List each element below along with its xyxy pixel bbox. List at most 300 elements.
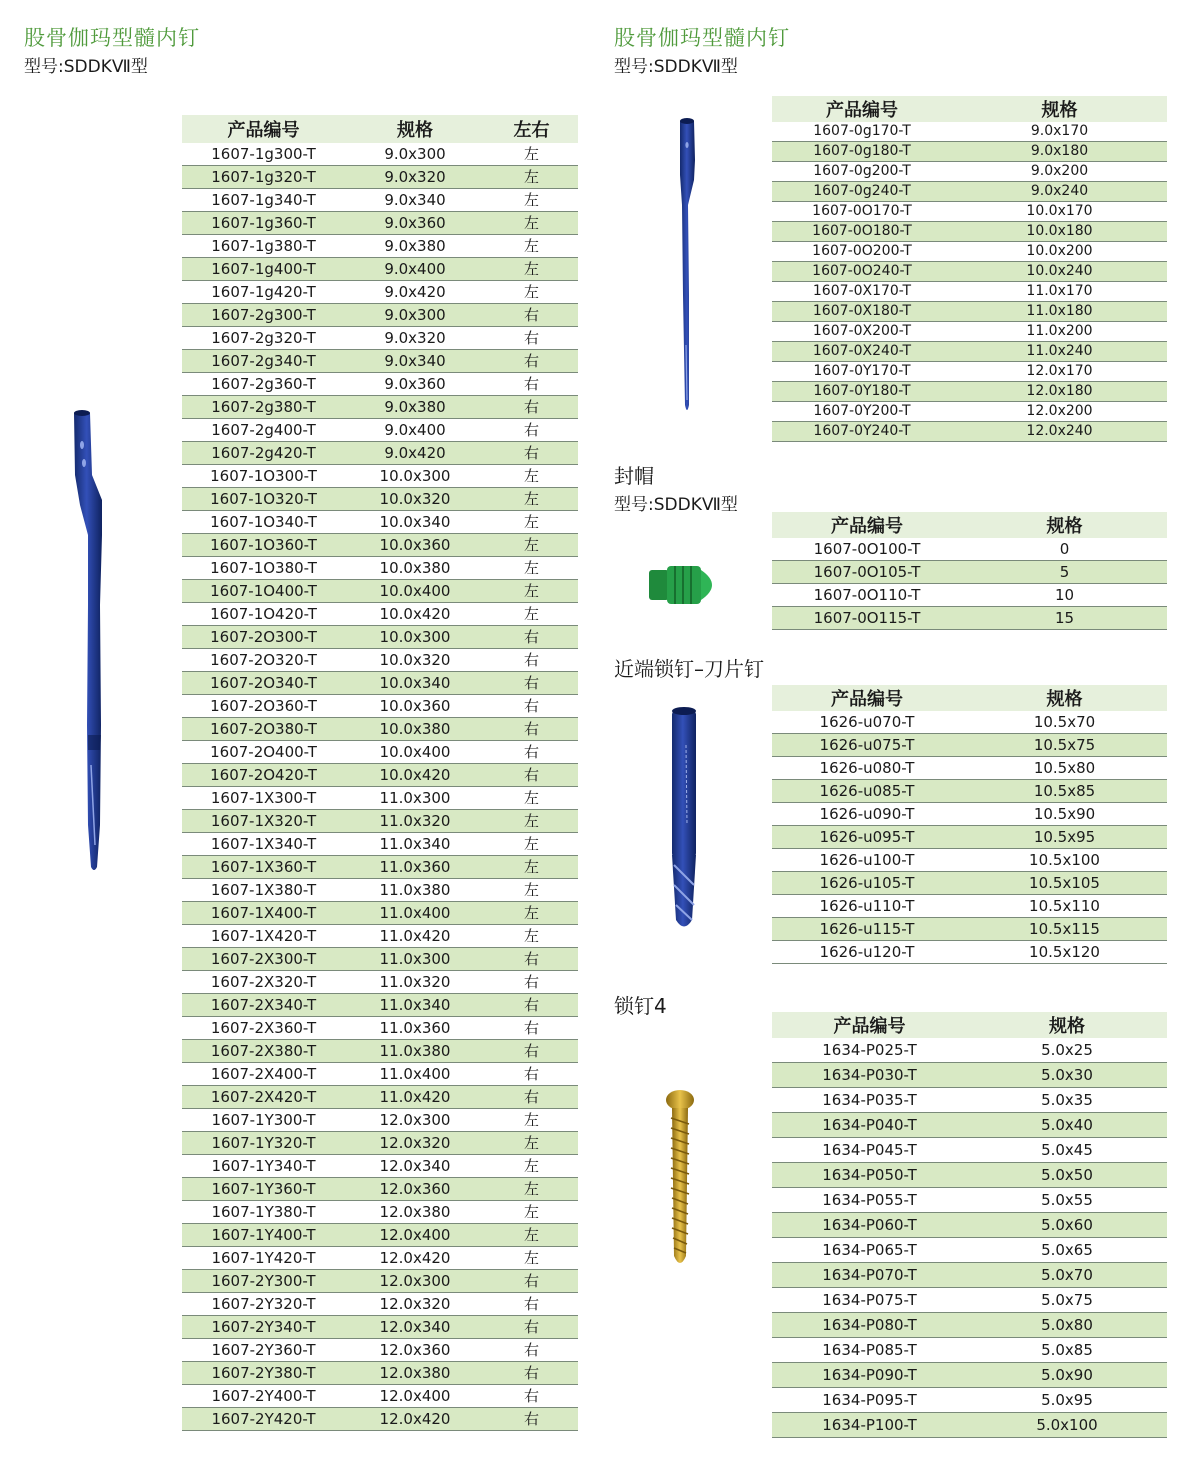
cell-code: 1634-P050-T <box>772 1163 967 1188</box>
cell-spec: 10.0x300 <box>345 626 485 649</box>
table-row <box>772 362 1167 382</box>
table-row <box>772 1163 1167 1188</box>
cell-code: 1607-2g420-T <box>182 442 345 465</box>
table-row <box>772 1113 1167 1138</box>
table-row <box>182 1063 578 1086</box>
cell-code: 1607-2Y360-T <box>182 1339 345 1362</box>
screw-title: 锁钉4 <box>614 994 667 1018</box>
cell-spec: 11.0x340 <box>345 833 485 856</box>
table-row <box>772 1388 1167 1413</box>
cell-spec: 5.0x25 <box>967 1038 1167 1063</box>
cell-code: 1607-0X170-T <box>772 282 952 302</box>
col-header-spec: 规格 <box>967 1012 1167 1038</box>
cell-side: 左 <box>485 1132 578 1155</box>
cell-side: 右 <box>485 442 578 465</box>
cell-code: 1626-u090-T <box>772 803 962 826</box>
cell-spec: 10.5x105 <box>962 872 1167 895</box>
cell-code: 1607-2g360-T <box>182 373 345 396</box>
table-row <box>182 1178 578 1201</box>
cell-code: 1607-1Y300-T <box>182 1109 345 1132</box>
cell-spec: 10.0x360 <box>345 695 485 718</box>
cell-spec: 5.0x50 <box>967 1163 1167 1188</box>
cell-spec: 5.0x40 <box>967 1113 1167 1138</box>
table-row <box>182 442 578 465</box>
cell-code: 1607-1O300-T <box>182 465 345 488</box>
table-row <box>772 222 1167 242</box>
table-row <box>772 402 1167 422</box>
cell-side: 右 <box>485 1086 578 1109</box>
cell-code: 1626-u070-T <box>772 711 962 734</box>
cell-spec: 5.0x60 <box>967 1213 1167 1238</box>
cell-spec: 5.0x35 <box>967 1088 1167 1113</box>
cell-side: 左 <box>485 143 578 166</box>
table-row <box>182 1017 578 1040</box>
table-row <box>182 212 578 235</box>
cell-spec: 10.0x420 <box>345 603 485 626</box>
cell-spec: 10.0x300 <box>345 465 485 488</box>
table-row <box>182 1132 578 1155</box>
cell-code: 1607-2X400-T <box>182 1063 345 1086</box>
cell-code: 1607-0O100-T <box>772 538 962 561</box>
cell-code: 1607-2Y340-T <box>182 1316 345 1339</box>
cell-code: 1607-0X180-T <box>772 302 952 322</box>
table-row <box>182 189 578 212</box>
table-row <box>772 895 1167 918</box>
cell-spec: 10.5x100 <box>962 849 1167 872</box>
table-row <box>182 1270 578 1293</box>
cell-code: 1607-0O180-T <box>772 222 952 242</box>
cell-code: 1607-1X300-T <box>182 787 345 810</box>
cell-side: 右 <box>485 994 578 1017</box>
cell-spec: 12.0x180 <box>952 382 1167 402</box>
cell-side: 右 <box>485 1040 578 1063</box>
cell-spec: 9.0x180 <box>952 142 1167 162</box>
cell-code: 1607-2Y400-T <box>182 1385 345 1408</box>
table-row <box>182 1109 578 1132</box>
cell-code: 1607-1O420-T <box>182 603 345 626</box>
cell-code: 1607-0O240-T <box>772 262 952 282</box>
cell-spec: 11.0x380 <box>345 879 485 902</box>
table-row <box>182 258 578 281</box>
cell-code: 1634-P025-T <box>772 1038 967 1063</box>
table-row <box>772 711 1167 734</box>
cell-side: 右 <box>485 649 578 672</box>
cell-code: 1607-2Y380-T <box>182 1362 345 1385</box>
cell-side: 左 <box>485 1224 578 1247</box>
table-row <box>772 538 1167 561</box>
cell-code: 1626-u115-T <box>772 918 962 941</box>
blade-screw-image <box>662 705 707 935</box>
cell-code: 1626-u080-T <box>772 757 962 780</box>
table-row <box>182 327 578 350</box>
table-row <box>772 803 1167 826</box>
cell-code: 1634-P055-T <box>772 1188 967 1213</box>
cap-title: 封帽 <box>614 464 654 488</box>
cell-side: 左 <box>485 511 578 534</box>
short-nail-image <box>668 115 708 420</box>
cell-spec: 10.0x200 <box>952 242 1167 262</box>
cell-side: 左 <box>485 1247 578 1270</box>
cell-side: 右 <box>485 419 578 442</box>
cell-code: 1607-2g380-T <box>182 396 345 419</box>
col-header-code: 产品编号 <box>772 685 962 711</box>
table-row <box>182 488 578 511</box>
left-title: 股骨伽玛型髓内钉 <box>24 26 200 50</box>
table-row <box>772 422 1167 442</box>
cell-code: 1607-1Y340-T <box>182 1155 345 1178</box>
cell-spec: 9.0x420 <box>345 281 485 304</box>
cell-side: 左 <box>485 235 578 258</box>
cell-code: 1607-2g320-T <box>182 327 345 350</box>
col-header-code: 产品编号 <box>772 96 952 122</box>
cell-spec: 11.0x400 <box>345 902 485 925</box>
cell-code: 1634-P085-T <box>772 1338 967 1363</box>
cell-spec: 10.0x420 <box>345 764 485 787</box>
cell-code: 1607-2X420-T <box>182 1086 345 1109</box>
cell-code: 1607-2Y420-T <box>182 1408 345 1431</box>
table-row <box>772 561 1167 584</box>
blade-table <box>772 685 1167 964</box>
cell-spec: 11.0x320 <box>345 810 485 833</box>
table-row <box>772 1313 1167 1338</box>
cell-code: 1607-1Y420-T <box>182 1247 345 1270</box>
cell-side: 左 <box>485 212 578 235</box>
cell-side: 左 <box>485 603 578 626</box>
cell-code: 1607-0O170-T <box>772 202 952 222</box>
table-row <box>182 925 578 948</box>
table-row <box>182 787 578 810</box>
cell-spec: 10.0x400 <box>345 741 485 764</box>
table-row <box>182 672 578 695</box>
cell-spec: 12.0x300 <box>345 1109 485 1132</box>
cell-code: 1607-1g300-T <box>182 143 345 166</box>
table-row <box>772 607 1167 630</box>
cell-code: 1607-2O380-T <box>182 718 345 741</box>
cell-code: 1634-P040-T <box>772 1113 967 1138</box>
cell-code: 1607-0g170-T <box>772 122 952 142</box>
table-row <box>772 322 1167 342</box>
cell-spec: 10.5x70 <box>962 711 1167 734</box>
cell-side: 右 <box>485 1270 578 1293</box>
cell-code: 1607-1g340-T <box>182 189 345 212</box>
table-row <box>182 833 578 856</box>
table-row <box>182 557 578 580</box>
cell-side: 右 <box>485 1316 578 1339</box>
table-row <box>182 971 578 994</box>
cell-spec: 5.0x45 <box>967 1138 1167 1163</box>
table-row <box>772 1188 1167 1213</box>
table-row <box>772 1338 1167 1363</box>
table-row <box>182 902 578 925</box>
table-row <box>772 1213 1167 1238</box>
end-cap-image <box>645 560 725 610</box>
table-row <box>182 718 578 741</box>
cell-spec: 10.0x340 <box>345 672 485 695</box>
cell-spec: 9.0x320 <box>345 327 485 350</box>
cell-code: 1607-0O200-T <box>772 242 952 262</box>
cell-code: 1634-P035-T <box>772 1088 967 1113</box>
cell-code: 1607-0g240-T <box>772 182 952 202</box>
cell-code: 1607-1O360-T <box>182 534 345 557</box>
cell-code: 1634-P060-T <box>772 1213 967 1238</box>
cell-side: 右 <box>485 1339 578 1362</box>
cell-spec: 12.0x380 <box>345 1362 485 1385</box>
table-row <box>182 649 578 672</box>
cell-spec: 5.0x80 <box>967 1313 1167 1338</box>
cell-code: 1607-0g180-T <box>772 142 952 162</box>
cell-side: 左 <box>485 557 578 580</box>
cell-code: 1607-2Y320-T <box>182 1293 345 1316</box>
cell-code: 1607-2X340-T <box>182 994 345 1017</box>
cell-side: 左 <box>485 534 578 557</box>
cell-spec: 10.0x170 <box>952 202 1167 222</box>
cell-spec: 11.0x300 <box>345 948 485 971</box>
cell-spec: 12.0x170 <box>952 362 1167 382</box>
cell-code: 1607-0Y200-T <box>772 402 952 422</box>
cell-spec: 12.0x360 <box>345 1339 485 1362</box>
col-header-code: 产品编号 <box>182 115 345 143</box>
cell-side: 右 <box>485 672 578 695</box>
screw-table <box>772 1012 1167 1438</box>
table-row <box>772 342 1167 362</box>
cell-code: 1634-P070-T <box>772 1263 967 1288</box>
col-header-code: 产品编号 <box>772 1012 967 1038</box>
cell-side: 左 <box>485 902 578 925</box>
cell-spec: 12.0x380 <box>345 1201 485 1224</box>
cell-spec: 10.5x90 <box>962 803 1167 826</box>
cell-side: 左 <box>485 258 578 281</box>
cell-code: 1607-2O340-T <box>182 672 345 695</box>
cell-spec: 12.0x340 <box>345 1316 485 1339</box>
cell-code: 1607-2O400-T <box>182 741 345 764</box>
cell-spec: 10.5x115 <box>962 918 1167 941</box>
cell-code: 1607-2O360-T <box>182 695 345 718</box>
cell-side: 右 <box>485 718 578 741</box>
cell-spec: 12.0x360 <box>345 1178 485 1201</box>
cell-code: 1607-2Y300-T <box>182 1270 345 1293</box>
cell-code: 1607-1O380-T <box>182 557 345 580</box>
col-header-code: 产品编号 <box>772 512 962 538</box>
table-row <box>182 166 578 189</box>
cell-spec: 9.0x340 <box>345 189 485 212</box>
table-row <box>182 764 578 787</box>
cell-side: 左 <box>485 833 578 856</box>
table-row <box>182 465 578 488</box>
cell-spec: 12.0x200 <box>952 402 1167 422</box>
cell-spec: 10.0x380 <box>345 718 485 741</box>
table-row <box>182 235 578 258</box>
cell-code: 1607-1g320-T <box>182 166 345 189</box>
cell-code: 1607-2g300-T <box>182 304 345 327</box>
cell-code: 1607-2X380-T <box>182 1040 345 1063</box>
table-row <box>772 182 1167 202</box>
cell-code: 1607-1O340-T <box>182 511 345 534</box>
cell-spec: 12.0x300 <box>345 1270 485 1293</box>
table-row <box>772 142 1167 162</box>
cell-code: 1626-u085-T <box>772 780 962 803</box>
table-row <box>182 511 578 534</box>
cell-code: 1607-1g420-T <box>182 281 345 304</box>
cell-spec: 12.0x320 <box>345 1293 485 1316</box>
table-row <box>182 879 578 902</box>
cell-spec: 11.0x300 <box>345 787 485 810</box>
cell-code: 1607-1Y380-T <box>182 1201 345 1224</box>
table-row <box>772 1038 1167 1063</box>
cell-spec: 11.0x340 <box>345 994 485 1017</box>
cell-side: 左 <box>485 879 578 902</box>
cell-side: 右 <box>485 327 578 350</box>
col-header-spec: 规格 <box>345 115 485 143</box>
col-header-spec: 规格 <box>952 96 1167 122</box>
table-row <box>772 1288 1167 1313</box>
cell-code: 1626-u095-T <box>772 826 962 849</box>
cell-spec: 9.0x320 <box>345 166 485 189</box>
table-row <box>182 1293 578 1316</box>
left-model: 型号:SDDKⅦ型 <box>24 57 148 77</box>
cell-code: 1607-1O400-T <box>182 580 345 603</box>
cell-code: 1607-2g400-T <box>182 419 345 442</box>
cell-spec: 10 <box>962 584 1167 607</box>
cell-spec: 10.0x320 <box>345 649 485 672</box>
cell-spec: 11.0x380 <box>345 1040 485 1063</box>
table-row <box>182 1086 578 1109</box>
table-row <box>772 1263 1167 1288</box>
table-row <box>182 741 578 764</box>
table-row <box>182 1385 578 1408</box>
cell-code: 1634-P080-T <box>772 1313 967 1338</box>
cell-side: 左 <box>485 925 578 948</box>
table-row <box>772 918 1167 941</box>
cell-code: 1626-u120-T <box>772 941 962 964</box>
cell-code: 1634-P090-T <box>772 1363 967 1388</box>
cell-code: 1607-2O300-T <box>182 626 345 649</box>
cell-spec: 10.0x360 <box>345 534 485 557</box>
cell-code: 1607-1X340-T <box>182 833 345 856</box>
cell-side: 右 <box>485 373 578 396</box>
table-row <box>182 304 578 327</box>
table-row <box>182 143 578 166</box>
cell-code: 1607-1X400-T <box>182 902 345 925</box>
cell-side: 右 <box>485 304 578 327</box>
table-row <box>182 695 578 718</box>
table-row <box>182 1247 578 1270</box>
main-spec-table <box>182 115 578 1431</box>
cell-spec: 11.0x240 <box>952 342 1167 362</box>
cell-spec: 11.0x320 <box>345 971 485 994</box>
table-row <box>182 603 578 626</box>
cell-side: 右 <box>485 741 578 764</box>
cell-spec: 5.0x85 <box>967 1338 1167 1363</box>
cell-spec: 5.0x75 <box>967 1288 1167 1313</box>
table-row <box>772 780 1167 803</box>
cell-spec: 5.0x70 <box>967 1263 1167 1288</box>
table-row <box>182 948 578 971</box>
table-row <box>772 941 1167 964</box>
table-row <box>182 373 578 396</box>
table-row <box>772 584 1167 607</box>
cell-spec: 5.0x95 <box>967 1388 1167 1413</box>
cell-code: 1607-1Y320-T <box>182 1132 345 1155</box>
cell-spec: 10.0x180 <box>952 222 1167 242</box>
cell-code: 1607-0g200-T <box>772 162 952 182</box>
cell-spec: 9.0x300 <box>345 143 485 166</box>
cell-spec: 5.0x30 <box>967 1063 1167 1088</box>
table-row <box>772 1063 1167 1088</box>
table-row <box>772 202 1167 222</box>
cell-side: 左 <box>485 580 578 603</box>
cell-side: 右 <box>485 1362 578 1385</box>
cell-spec: 5 <box>962 561 1167 584</box>
cell-spec: 11.0x420 <box>345 1086 485 1109</box>
cell-side: 左 <box>485 787 578 810</box>
cell-side: 左 <box>485 189 578 212</box>
cell-code: 1607-0Y240-T <box>772 422 952 442</box>
cell-spec: 10.5x75 <box>962 734 1167 757</box>
cell-spec: 0 <box>962 538 1167 561</box>
cell-code: 1634-P065-T <box>772 1238 967 1263</box>
cell-side: 左 <box>485 1201 578 1224</box>
table-row <box>182 1408 578 1431</box>
cell-spec: 9.0x300 <box>345 304 485 327</box>
cell-code: 1607-0O115-T <box>772 607 962 630</box>
cell-code: 1626-u100-T <box>772 849 962 872</box>
cell-side: 右 <box>485 971 578 994</box>
col-header-spec: 规格 <box>962 685 1167 711</box>
cell-code: 1607-0X240-T <box>772 342 952 362</box>
cell-code: 1607-1Y400-T <box>182 1224 345 1247</box>
cell-code: 1607-1X380-T <box>182 879 345 902</box>
cell-side: 右 <box>485 764 578 787</box>
cell-code: 1626-u075-T <box>772 734 962 757</box>
cell-code: 1626-u110-T <box>772 895 962 918</box>
table-row <box>772 162 1167 182</box>
col-header-spec: 规格 <box>962 512 1167 538</box>
cell-side: 右 <box>485 350 578 373</box>
table-row <box>772 872 1167 895</box>
cell-spec: 12.0x400 <box>345 1224 485 1247</box>
table-row <box>772 1238 1167 1263</box>
cell-code: 1607-2g340-T <box>182 350 345 373</box>
cell-spec: 12.0x340 <box>345 1155 485 1178</box>
table-row <box>182 350 578 373</box>
table-row <box>772 302 1167 322</box>
cell-code: 1634-P095-T <box>772 1388 967 1413</box>
cell-spec: 10.5x120 <box>962 941 1167 964</box>
cell-spec: 9.0x170 <box>952 122 1167 142</box>
cell-code: 1607-0O105-T <box>772 561 962 584</box>
cell-side: 左 <box>485 1178 578 1201</box>
table-row <box>772 1138 1167 1163</box>
table-row <box>182 1201 578 1224</box>
cell-spec: 9.0x380 <box>345 396 485 419</box>
cap-table <box>772 512 1167 630</box>
cell-side: 左 <box>485 1109 578 1132</box>
cell-spec: 9.0x200 <box>952 162 1167 182</box>
cell-spec: 5.0x65 <box>967 1238 1167 1263</box>
cell-spec: 11.0x400 <box>345 1063 485 1086</box>
table-row <box>772 282 1167 302</box>
table-row <box>772 382 1167 402</box>
cell-side: 左 <box>485 281 578 304</box>
cell-code: 1634-P100-T <box>772 1413 967 1438</box>
cell-side: 左 <box>485 465 578 488</box>
table-row <box>772 849 1167 872</box>
table-row <box>772 1363 1167 1388</box>
cell-code: 1607-0O110-T <box>772 584 962 607</box>
cap-model: 型号:SDDKⅦ型 <box>614 495 738 515</box>
cell-spec: 10.5x110 <box>962 895 1167 918</box>
right-model: 型号:SDDKⅦ型 <box>614 57 738 77</box>
